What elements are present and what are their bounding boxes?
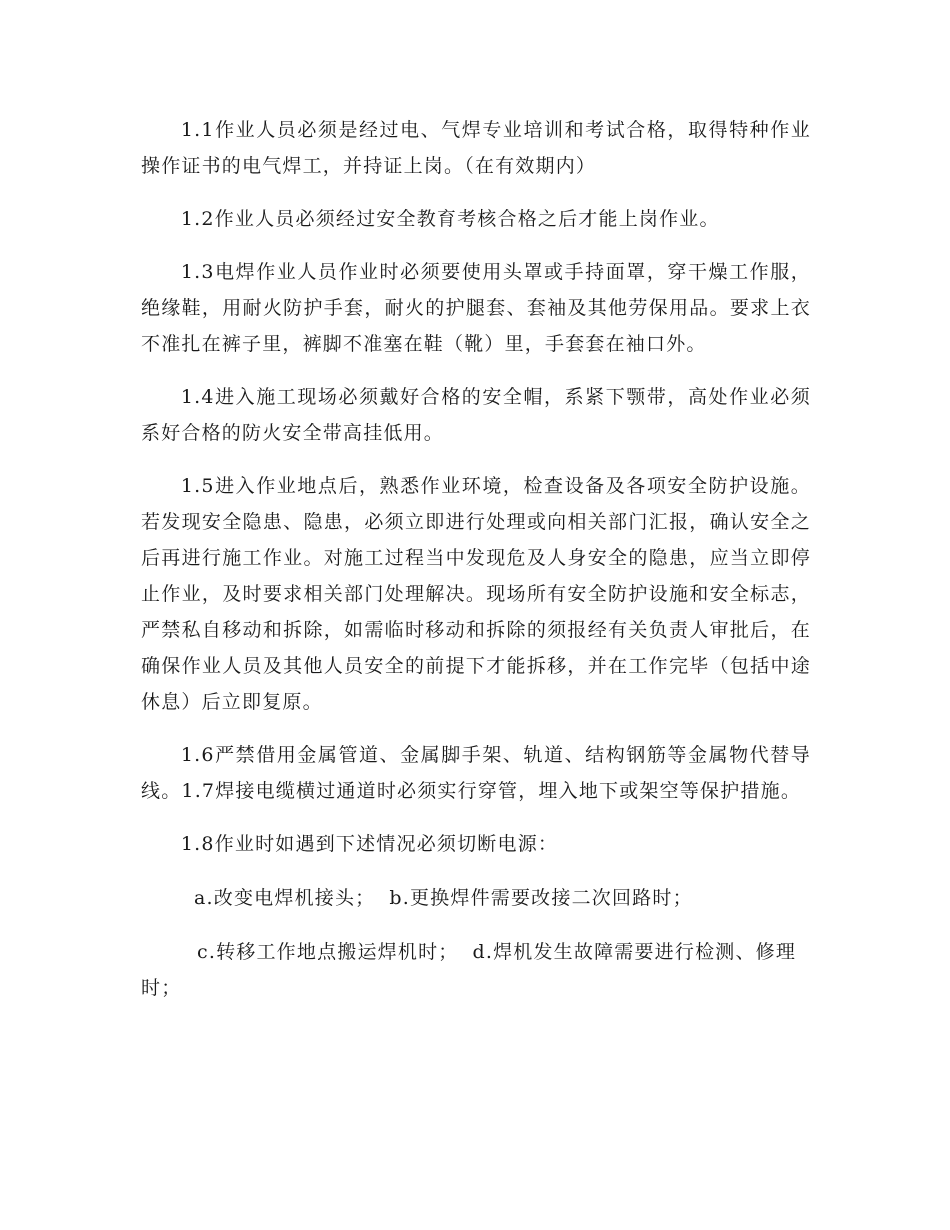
- document-body: [141, 112, 811, 1006]
- paragraph-1-2: 1.2作业人员必须经过安全教育考核合格之后才能上岗作业。: [180, 208, 720, 230]
- paragraph-1-4: 1.4进入施工现场必须戴好合格的安全帽，系紧下颚带，高处作业必须系好合格的防火安全带高挂低用。: [141, 386, 811, 444]
- list-line-cd: [141, 934, 811, 1006]
- paragraph-1-3: 1.3电焊作业人员作业时必须要使用头罩或手持面罩，穿干燥工作服，绝缘鞋，用耐火防护手套，耐火的护腿套、套袖及其他劳保用品。要求上衣不准扎在裤子里，裤脚不准塞在鞋（靴）里，手套套在袖口外。: [141, 261, 811, 355]
- paragraph-1-5: 1.5进入作业地点后，熟悉作业环境，检查设备及各项安全防护设施。若发现安全隐患、隐患，必须立即进行处理或向相关部门汇报，确认安全之后再进行施工作业。对施工过程当中发现危及人身安全的隐患，应当立即停止作业，及时要求相关部门处理解决。现场所有安全防护设施和安全标志，严禁私自移动和拆除，如需临时移动和拆除的须报经有关负责人审批后，在确保作业人员及其他人员安全的前提下才能拆移，并在工作完毕（包括中途休息）后立即复原。: [141, 475, 811, 713]
- list-item-d: d.焊机发生故障需要进行检测、修理时；: [141, 941, 797, 999]
- list-item-a: a.改变电焊机接头；: [194, 887, 376, 909]
- list-line-ab: [141, 880, 811, 916]
- paragraph-1-8: 1.8作业时如遇到下述情况必须切断电源：: [180, 833, 559, 855]
- paragraph-1-1: 1.1作业人员必须是经过电、气焊专业培训和考试合格，取得特种作业操作证书的电气焊工，并持证上岗。（在有效期内）: [141, 119, 811, 177]
- paragraph-1-6: 1.6严禁借用金属管道、金属脚手架、轨道、结构钢筋等金属物代替导线。1.7焊接电缆横过通道时必须实行穿管，埋入地下或架空等保护措施。: [141, 744, 811, 802]
- list-item-c: c.转移工作地点搬运焊机时；: [197, 941, 459, 963]
- list-item-b: b.更换焊件需要改接二次回路时；: [389, 887, 693, 909]
